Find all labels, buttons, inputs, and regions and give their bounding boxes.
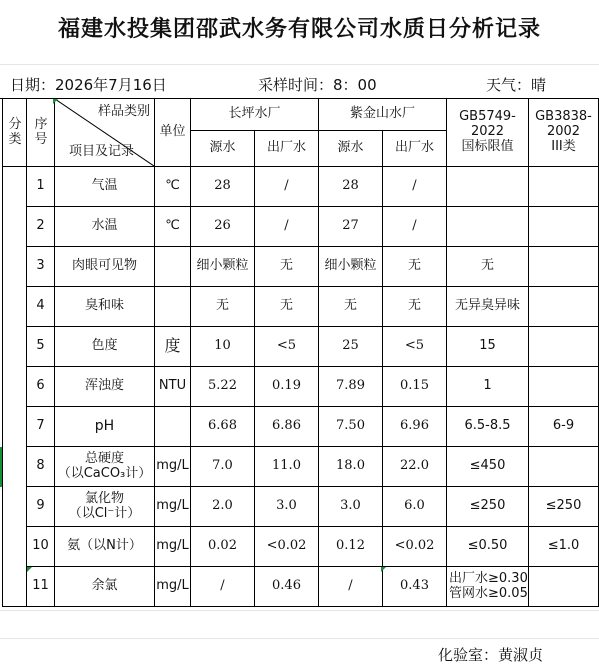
- p1-src-value: 无: [191, 287, 255, 327]
- header-seq-label: 序号: [34, 116, 48, 147]
- header-p1-out: 出厂水: [255, 131, 319, 167]
- p2-out-value: 无: [383, 247, 447, 287]
- p2-out-value: 22.0: [383, 447, 447, 487]
- row-item: 总硬度 （以CaCO₃计）: [55, 447, 155, 487]
- std1-value: [447, 207, 529, 247]
- row-no: 11: [27, 567, 55, 607]
- p1-out-value: 3.0: [255, 487, 319, 527]
- std2-value: [529, 167, 599, 207]
- row-unit: [155, 247, 191, 287]
- page-title: 福建水投集团邵武水务有限公司水质日分析记录: [57, 17, 541, 42]
- row-unit: [155, 287, 191, 327]
- header-std-gb3838: GB3838-2002 III类: [529, 99, 599, 167]
- std1-value: 出厂水≥0.30 管网水≥0.05: [447, 567, 529, 607]
- std2-value: [529, 207, 599, 247]
- row-item: 肉眼可见物: [55, 247, 155, 287]
- p2-out-value: 0.43: [383, 567, 447, 607]
- row-no: 9: [27, 487, 55, 527]
- p1-out-value: /: [255, 207, 319, 247]
- row-item: 浑浊度: [55, 367, 155, 407]
- std1-value: ≤450: [447, 447, 529, 487]
- std1-value: 1: [447, 367, 529, 407]
- row-unit: mg/L: [155, 447, 191, 487]
- std2-value: ≤250: [529, 487, 599, 527]
- row-unit: mg/L: [155, 487, 191, 527]
- p2-out-value: 6.0: [383, 487, 447, 527]
- p1-src-value: 10: [191, 327, 255, 367]
- row-no: 7: [27, 407, 55, 447]
- std2-value: 6-9: [529, 407, 599, 447]
- table-row: [3, 167, 599, 207]
- p2-out-value: 0.15: [383, 367, 447, 407]
- p1-src-value: 0.02: [191, 527, 255, 567]
- p1-src-value: 6.68: [191, 407, 255, 447]
- p2-src-value: 无: [319, 287, 383, 327]
- std2-value: [529, 567, 599, 607]
- p1-src-value: 细小颗粒: [191, 247, 255, 287]
- sheet-gridline: [0, 610, 599, 611]
- row-unit: NTU: [155, 367, 191, 407]
- std2-value: ≤1.0: [529, 527, 599, 567]
- p2-out-value: <0.02: [383, 527, 447, 567]
- std1-value: ≤250: [447, 487, 529, 527]
- p2-src-value: 28: [319, 167, 383, 207]
- p2-out-value: 无: [383, 287, 447, 327]
- p2-src-value: 7.89: [319, 367, 383, 407]
- header-p1-src: 源水: [191, 131, 255, 167]
- row-unit: ℃: [155, 207, 191, 247]
- p1-src-value: 28: [191, 167, 255, 207]
- std1-value: 无异臭异味: [447, 287, 529, 327]
- table-row: [3, 247, 599, 287]
- table-row: [3, 487, 599, 527]
- table-row: [3, 447, 599, 487]
- p2-src-value: 3.0: [319, 487, 383, 527]
- p2-out-value: /: [383, 207, 447, 247]
- p1-src-value: 7.0: [191, 447, 255, 487]
- header-item-record: 项目及记录: [69, 144, 135, 160]
- p1-src-value: 2.0: [191, 487, 255, 527]
- row-item: 水温: [55, 207, 155, 247]
- std2-value: [529, 447, 599, 487]
- row-item: 气温: [55, 167, 155, 207]
- p2-src-value: 18.0: [319, 447, 383, 487]
- p1-out-value: 0.19: [255, 367, 319, 407]
- row-no: 10: [27, 527, 55, 567]
- row-item: pH: [55, 407, 155, 447]
- sample-time-field: 采样时间：8：00: [258, 76, 377, 94]
- table-row: [3, 567, 599, 607]
- header-plant-changping: 长坪水厂: [191, 99, 319, 131]
- p1-out-value: 0.46: [255, 567, 319, 607]
- sheet-gridline: [0, 638, 599, 639]
- sheet-gridline: [0, 64, 599, 65]
- cell-marker-icon: [27, 567, 32, 572]
- header-sample-type: 样品类别: [97, 104, 150, 119]
- p2-out-value: /: [383, 167, 447, 207]
- row-no: 5: [27, 327, 55, 367]
- row-no: 2: [27, 207, 55, 247]
- p1-out-value: 无: [255, 287, 319, 327]
- p1-out-value: <0.02: [255, 527, 319, 567]
- p1-out-value: 6.86: [255, 407, 319, 447]
- header-p2-out: 出厂水: [383, 131, 447, 167]
- row-unit: [155, 407, 191, 447]
- p2-out-value: 6.96: [383, 407, 447, 447]
- row-item: 余氯: [55, 567, 155, 607]
- cell-marker-icon: [381, 567, 386, 572]
- header-seq: [27, 99, 55, 167]
- p2-src-value: 25: [319, 327, 383, 367]
- lab-signature: 化验室：黄淑贞: [437, 646, 543, 664]
- std1-value: ≤0.50: [447, 527, 529, 567]
- p2-out-value: <5: [383, 327, 447, 367]
- row-unit: 度: [155, 327, 191, 367]
- p1-src-value: 26: [191, 207, 255, 247]
- header-category: [3, 99, 27, 167]
- row-item: 臭和味: [55, 287, 155, 327]
- table-row: [3, 527, 599, 567]
- table-row: [3, 367, 599, 407]
- row-no: 6: [27, 367, 55, 407]
- table-row: [3, 207, 599, 247]
- header-diagonal-cell: [55, 99, 155, 167]
- std2-value: [529, 247, 599, 287]
- row-unit: mg/L: [155, 527, 191, 567]
- p1-src-value: 5.22: [191, 367, 255, 407]
- table-row: [3, 407, 599, 447]
- p1-out-value: <5: [255, 327, 319, 367]
- table-row: [3, 287, 599, 327]
- p2-src-value: /: [319, 567, 383, 607]
- row-unit: mg/L: [155, 567, 191, 607]
- p2-src-value: 27: [319, 207, 383, 247]
- header-unit: 单位: [155, 99, 191, 167]
- row-unit: ℃: [155, 167, 191, 207]
- std1-value: 15: [447, 327, 529, 367]
- p1-src-value: /: [191, 567, 255, 607]
- std1-value: 无: [447, 247, 529, 287]
- weather-field: 天气：晴: [486, 76, 547, 94]
- std1-value: 6.5-8.5: [447, 407, 529, 447]
- header-p2-src: 源水: [319, 131, 383, 167]
- date-field: 日期：2026年7月16日: [10, 76, 167, 94]
- std2-value: [529, 327, 599, 367]
- cell-marker-icon: [53, 99, 58, 104]
- p1-out-value: /: [255, 167, 319, 207]
- std2-value: [529, 287, 599, 327]
- water-quality-table: [2, 98, 599, 607]
- p2-src-value: 细小颗粒: [319, 247, 383, 287]
- header-plant-zijinshan: 紫金山水厂: [319, 99, 447, 131]
- header-std-gb5749: GB5749-2022 国标限值: [447, 99, 529, 167]
- p1-out-value: 无: [255, 247, 319, 287]
- row-item: 氨（以N计）: [55, 527, 155, 567]
- table-row: [3, 327, 599, 367]
- row-no: 3: [27, 247, 55, 287]
- row-item: 色度: [55, 327, 155, 367]
- p2-src-value: 7.50: [319, 407, 383, 447]
- row-no: 8: [27, 447, 55, 487]
- p2-src-value: 0.12: [319, 527, 383, 567]
- std1-value: [447, 167, 529, 207]
- header-category-label: 分类: [8, 116, 22, 147]
- row-no: 4: [27, 287, 55, 327]
- p1-out-value: 11.0: [255, 447, 319, 487]
- row-item: 氯化物 （以Cl⁻计）: [55, 487, 155, 527]
- row-no: 1: [27, 167, 55, 207]
- std2-value: [529, 367, 599, 407]
- category-cell: [3, 167, 27, 607]
